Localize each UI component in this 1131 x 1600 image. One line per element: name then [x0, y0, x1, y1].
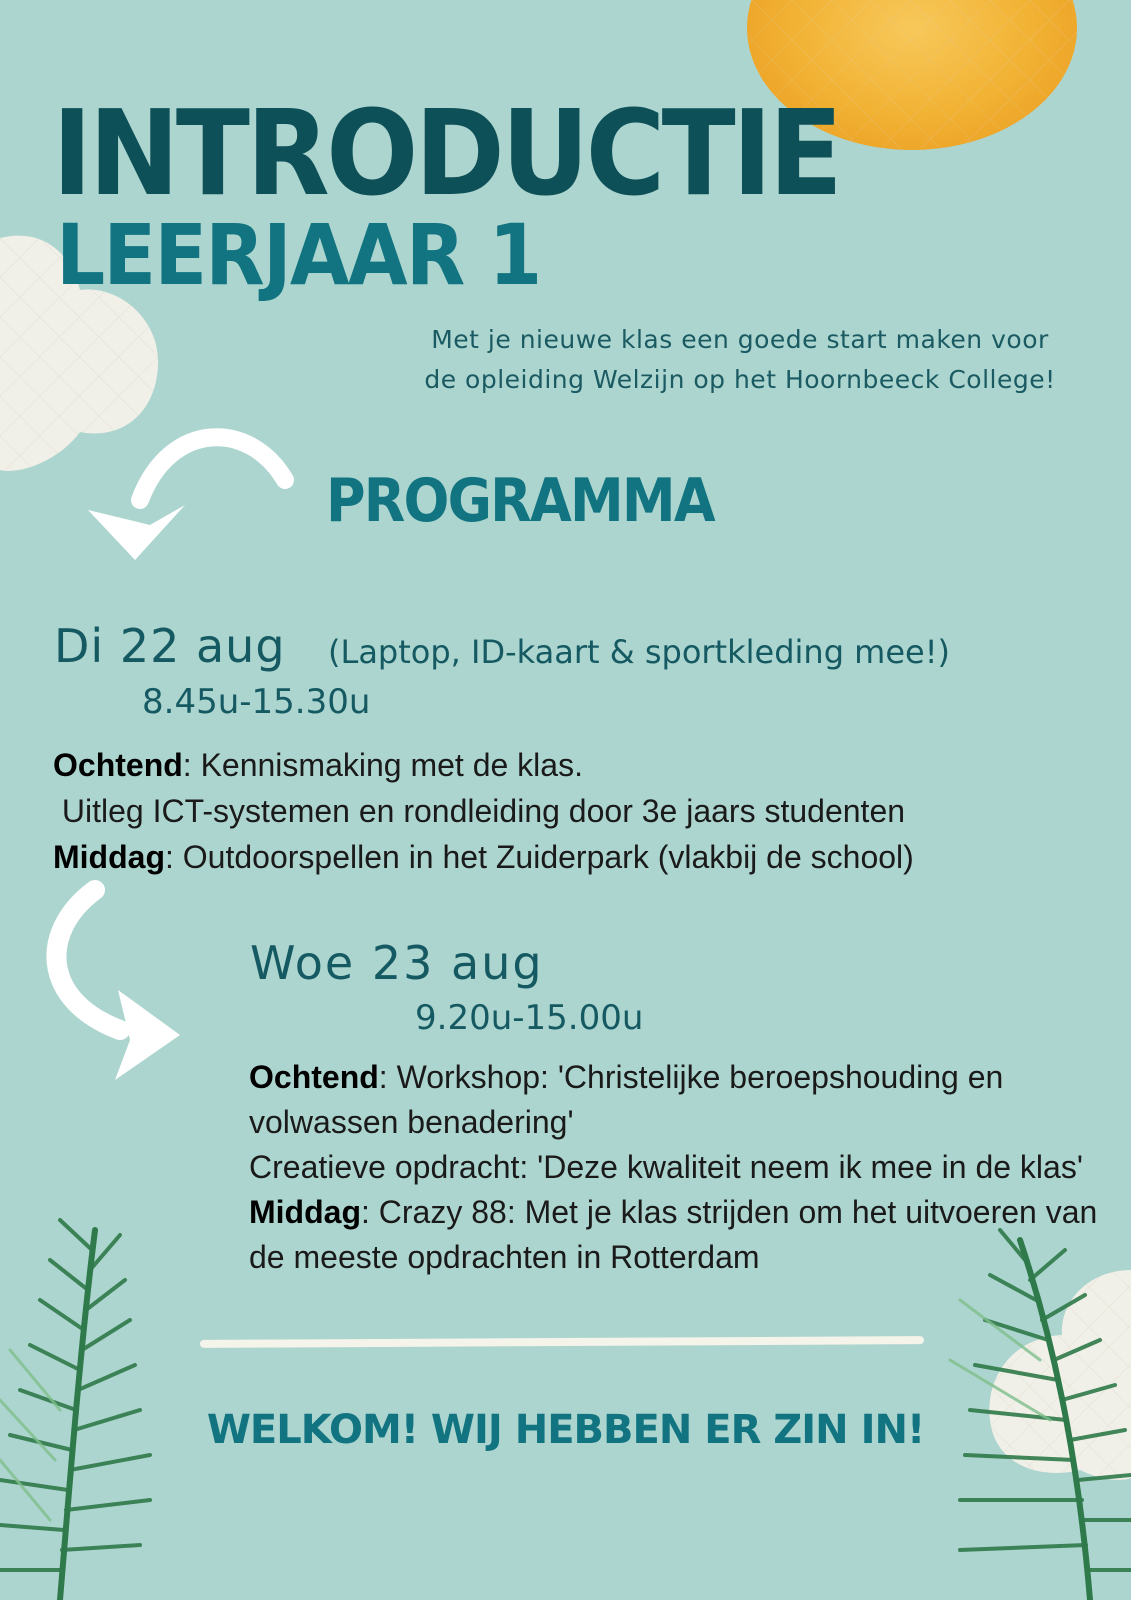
- day1-morning-label: Ochtend: [53, 747, 183, 783]
- day2-afternoon-text: : Crazy 88: Met je klas strijden om het uitvoeren van de meeste opdrachten in Rotterdam: [249, 1194, 1098, 1275]
- main-title: INTRODUCTIE: [52, 84, 840, 222]
- day1-date: Di 22 aug: [54, 619, 286, 673]
- day1-note: (Laptop, ID-kaart & sportkleding mee!): [328, 633, 951, 671]
- intro-line-1: Met je nieuwe klas een goede start maken voor: [431, 325, 1049, 354]
- day2-schedule: [249, 1055, 1109, 1280]
- intro-text: [400, 320, 1080, 400]
- arrow-down-left-icon: [88, 437, 285, 560]
- day1-time: 8.45u-15.30u: [142, 682, 371, 722]
- day2-afternoon: [249, 1190, 1109, 1280]
- welcome-text: WELKOM! WIJ HEBBEN ER ZIN IN!: [206, 1407, 925, 1453]
- day1-afternoon: [53, 834, 1113, 880]
- day1-morning-text: : Kennismaking met de klas.: [182, 747, 583, 783]
- day1-afternoon-label: Middag: [53, 839, 165, 875]
- intro-line-2: de opleiding Welzijn op het Hoornbeeck College!: [424, 365, 1056, 394]
- day2-afternoon-label: Middag: [249, 1194, 361, 1230]
- sub-title: LEERJAAR 1: [56, 206, 541, 304]
- day2-morning: [249, 1055, 1109, 1145]
- day2-time: 9.20u-15.00u: [415, 998, 644, 1038]
- day1-morning-text2: Uitleg ICT-systemen en rondleiding door 3e jaars studenten: [53, 793, 906, 829]
- day1-schedule: [53, 742, 1113, 880]
- day2-morning-text: : Workshop: 'Christelijke beroepshouding en volwassen benadering': [249, 1059, 1004, 1140]
- day2-morning-text2: Creatieve opdracht: 'Deze kwaliteit neem ik mee in de klas': [249, 1149, 1083, 1185]
- arrow-down-right-icon: [56, 890, 180, 1080]
- day2-morning-label: Ochtend: [249, 1059, 379, 1095]
- program-heading: PROGRAMMA: [326, 466, 714, 536]
- day1-morning: [53, 742, 1113, 788]
- day1-afternoon-text: : Outdoorspellen in het Zuiderpark (vlakbij de school): [164, 839, 914, 875]
- day2-date: Woe 23 aug: [250, 936, 544, 990]
